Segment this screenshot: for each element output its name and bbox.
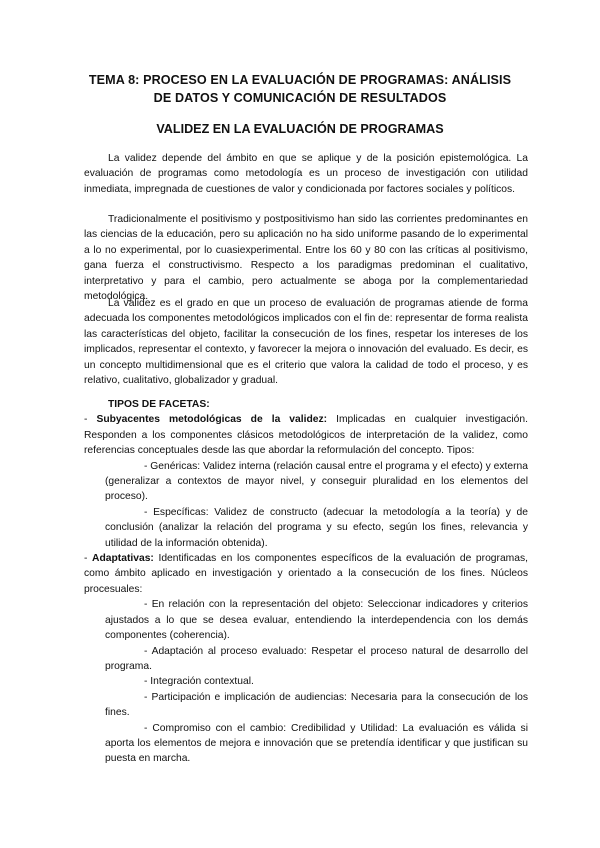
facet-dash: - xyxy=(84,553,93,565)
title-line-2: DE DATOS Y COMUNICACIÓN DE RESULTADOS xyxy=(153,91,447,105)
facet-type-especificas: - Específicas: Validez de constructo (adecuar la metodología a la teoría) y de conclusión (analizar la relación del programa y su efecto, según los fines, relevancia y utilidad de la información obtenida). xyxy=(105,506,528,549)
facet-item-adaptativas xyxy=(84,551,528,597)
paragraph: Tradicionalmente el positivismo y postpositivismo han sido las corrientes predominantes en las ciencias de la educación, pero su aplicación no ha sido uniforme pasando de lo experimental a lo no experimental, por lo cuasiexperimental. Entre los 60 y 80 con las críticas al positivismo, gana fuerza el constructivismo. Respecto a los paradigmas predominan el cualitativo, interpretativo y para el cambio, pero actualmente se aboga por la complementariedad metodológica. xyxy=(84,214,528,303)
facet-text: Identificadas en los componentes específicos de la evaluación de programas, como ámbito aplicado en investigación y orientado a la consecución de los fines. Núcleos procesuales: xyxy=(84,553,528,595)
section-title: VALIDEZ EN LA EVALUACIÓN DE PROGRAMAS xyxy=(156,122,444,136)
facet-dash: - xyxy=(84,414,97,426)
paragraph: La validez depende del ámbito en que se aplique y de la posición epistemológica. La evaluación de programas como metodología es un proceso de investigación con utilidad inmediata, impregnada de cuestiones de valor y condicionada por factores sociales y políticos. xyxy=(84,153,528,195)
facet-label: Subyacentes metodológicas de la validez: xyxy=(96,414,328,426)
core-item-adaptacion: - Adaptación al proceso evaluado: Respetar el proceso natural de desarrollo del programa. xyxy=(105,645,528,672)
paragraph-block-3 xyxy=(84,296,528,388)
facet-text: Implicadas en cualquier investigación. Responden a los componentes clásicos metodológicos de interpretación de la validez, como referencias conceptuales desde las que abordar la reformulación del concepto. Tipos: xyxy=(84,414,528,457)
facet-item-subyacentes xyxy=(84,412,528,458)
core-item-compromiso: - Compromiso con el cambio: Credibilidad y Utilidad: La evaluación es válida si aporta los elementos de mejora e innovación que se pretendía identificar y que justifican su puesta en marcha. xyxy=(105,722,528,765)
core-item-representacion: - En relación con la representación del objeto: Seleccionar indicadores y criterios ajustados a lo que se desea evaluar, entendiendo la interdependencia con los demás componentes (coherencia). xyxy=(105,599,528,642)
facet-label: Adaptativas: xyxy=(92,553,154,565)
facets-section xyxy=(84,397,528,767)
core-item-integracion: - Integración contextual. xyxy=(144,676,254,688)
title-line-1: TEMA 8: PROCESO EN LA EVALUACIÓN DE PROGRAMAS: ANÁLISIS xyxy=(88,73,512,87)
core-item-participacion: - Participación e implicación de audiencias: Necesaria para la consecución de los fines. xyxy=(105,691,528,719)
facet-type-genericas: - Genéricas: Validez interna (relación causal entre el programa y el efecto) y externa (generalizar a contextos de mayor nivel, y conseguir pluralidad en los elementos del proceso). xyxy=(105,460,528,503)
document-title xyxy=(60,71,540,107)
paragraph-block-2 xyxy=(84,212,528,304)
paragraph-block-1 xyxy=(84,151,528,197)
paragraph: La validez es el grado en que un proceso de evaluación de programas atiende de forma adecuada los componentes metodológicos implicados con el fin de: representar de forma realista las características del objeto, facilitar la consecución de los fines, respetar los intereses de los implicados, representar el contexto, y favorecer la mejora o innovación del evaluado. Es decir, es un concepto multidimensional que es el criterio que valora la calidad de todo el proceso, y es relativo, cualitativo, globalizador y gradual. xyxy=(84,298,528,387)
facets-heading: TIPOS DE FACETAS: xyxy=(108,399,210,410)
